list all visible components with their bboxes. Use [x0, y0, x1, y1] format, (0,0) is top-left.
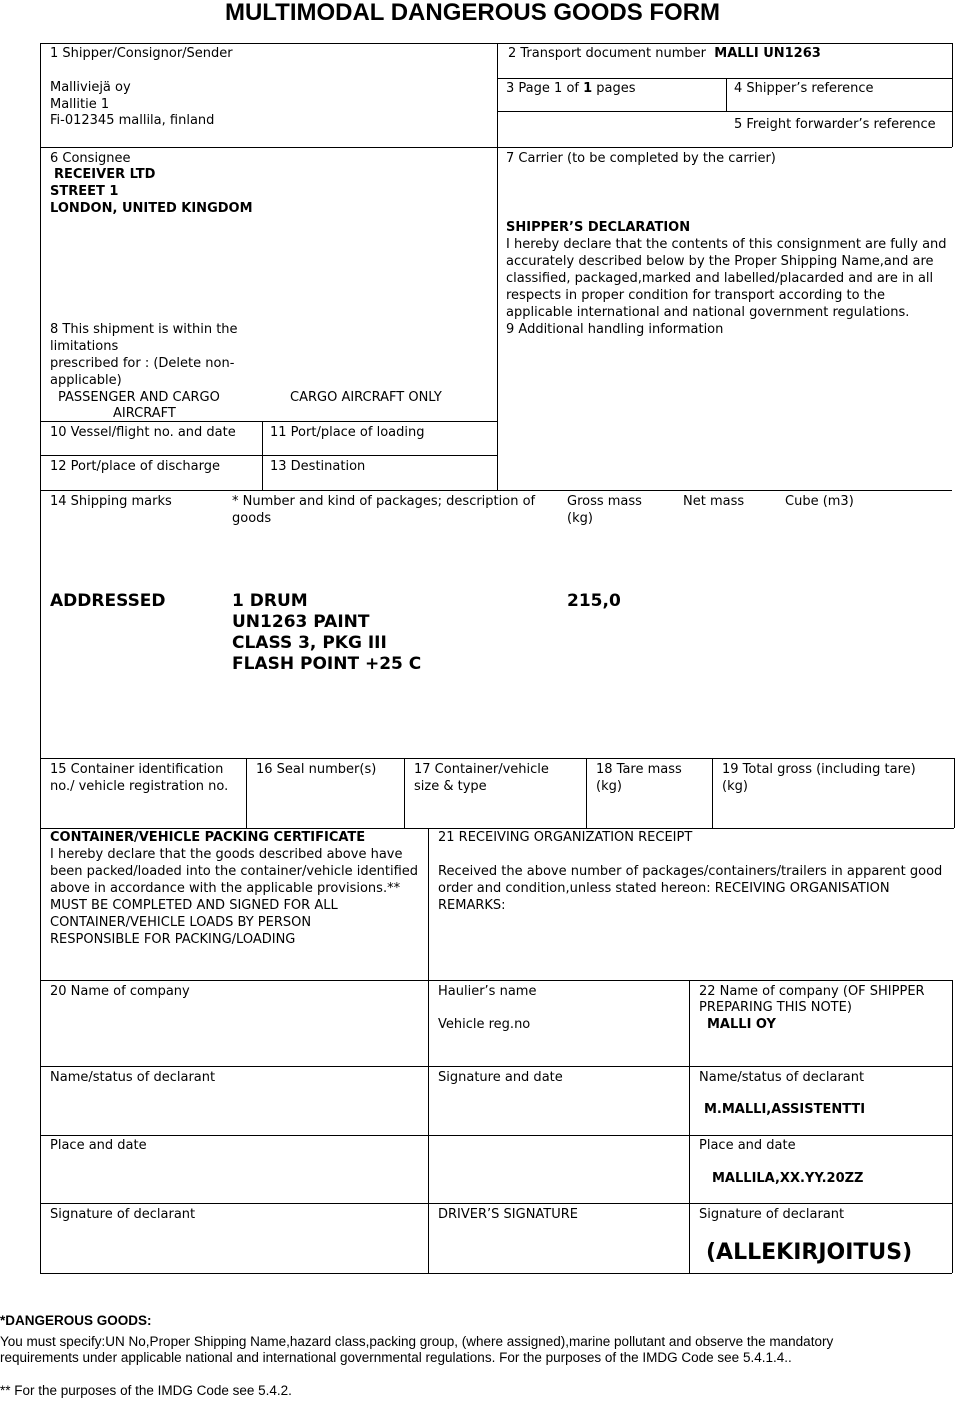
right-signature-label: Signature of declarant [699, 1207, 845, 1222]
shipment-limits-line-2: limitations [50, 339, 119, 354]
haulier-name-label: Haulier’s name [438, 984, 537, 999]
shipper-line-1: Malliviejä oy [50, 80, 131, 95]
declarant-place-date-label: Place and date [50, 1138, 147, 1153]
cargo-aircraft-only-option: CARGO AIRCRAFT ONLY [290, 390, 442, 405]
right-name-status-value: M.MALLI,ASSISTENTTI [704, 1102, 866, 1117]
destination-label: 13 Destination [270, 459, 366, 474]
packing-certificate-line-3: above in accordance with the applicable provisions.** [50, 881, 401, 896]
right-place-date-value: MALLILA,XX.YY.20ZZ [712, 1171, 864, 1186]
passenger-cargo-option-line-2: AIRCRAFT [113, 406, 176, 421]
gross-mass-label-line-2: (kg) [567, 511, 593, 526]
shipper-declaration-line-1: I hereby declare that the contents of this consignment are fully and [506, 237, 947, 252]
vessel-flight-label: 10 Vessel/flight no. and date [50, 425, 236, 440]
passenger-cargo-option-line-1: PASSENGER AND CARGO [58, 390, 220, 405]
container-id-label-line-2: no./ vehicle registration no. [50, 779, 229, 794]
shipper-company-label-line-1: 22 Name of company (OF SHIPPER [699, 984, 925, 999]
shipper-line-2: Mallitie 1 [50, 97, 110, 112]
imdg-footnote: ** For the purposes of the IMDG Code see 5.4.2. [0, 1383, 292, 1398]
page-number: 1 [554, 81, 563, 96]
port-loading-label: 11 Port/place of loading [270, 425, 425, 440]
gross-mass-label-line-1: Gross mass [567, 494, 642, 509]
total-gross-label-line-2: (kg) [722, 779, 748, 794]
page-of: of [566, 81, 579, 96]
page-count-field [506, 80, 636, 97]
tare-mass-label-line-1: 18 Tare mass [596, 762, 682, 777]
right-place-date-label: Place and date [699, 1138, 796, 1153]
container-id-label-line-1: 15 Container identification [50, 762, 224, 777]
shipper-declaration-line-2: accurately described below by the Proper Shipping Name,and are [506, 254, 934, 269]
consignee-line-1: RECEIVER LTD [54, 167, 156, 182]
goods-line-3: CLASS 3, PKG III [232, 633, 387, 653]
signature-date-label: Signature and date [438, 1070, 563, 1085]
carrier-label: 7 Carrier (to be completed by the carrier) [506, 151, 776, 166]
shipment-limits-line-1: 8 This shipment is within the [50, 322, 238, 337]
vehicle-reg-label: Vehicle reg.no [438, 1017, 531, 1032]
shipper-declaration-line-4: respects in proper condition for transport according to the [506, 288, 885, 303]
driver-signature-label: DRIVER’S SIGNATURE [438, 1207, 579, 1222]
packing-certificate-line-2: been packed/loaded into the container/vehicle identified [50, 864, 419, 879]
consignee-line-3: LONDON, UNITED KINGDOM [50, 201, 253, 216]
packing-certificate-line-4: MUST BE COMPLETED AND SIGNED FOR ALL [50, 898, 338, 913]
receipt-heading: 21 RECEIVING ORGANIZATION RECEIPT [438, 830, 693, 845]
receipt-line-3: REMARKS: [438, 898, 506, 913]
shipper-declaration-line-5: applicable international and national government regulations. [506, 305, 910, 320]
right-name-status-label: Name/status of declarant [699, 1070, 865, 1085]
shipper-declaration-line-3: classified, packaged,marked and labelled/placarded and are in all [506, 271, 934, 286]
container-size-label-line-1: 17 Container/vehicle [414, 762, 549, 777]
declarant-signature-label: Signature of declarant [50, 1207, 196, 1222]
total-gross-label-line-1: 19 Total gross (including tare) [722, 762, 916, 777]
receipt-line-2: order and condition,unless stated hereon: RECEIVING ORGANISATION [438, 881, 890, 896]
shipper-label: 1 Shipper/Consignor/Sender [50, 46, 233, 61]
shipper-company-value: MALLI OY [707, 1017, 776, 1032]
dangerous-goods-footnote-line-1: You must specify:UN No,Proper Shipping Name,hazard class,packing group, (where assigned),marine pollutant and observe the mandatory [0, 1334, 834, 1349]
gross-mass-value: 215,0 [567, 591, 621, 611]
page-prefix: 3 Page [506, 81, 550, 96]
cube-label: Cube (m3) [785, 494, 854, 509]
dangerous-goods-footnote-heading: *DANGEROUS GOODS: [0, 1313, 152, 1328]
shipment-limits-line-3: prescribed for : (Delete non- [50, 356, 235, 371]
transport-document-number: MALLI UN1263 [714, 46, 821, 61]
packing-certificate-heading: CONTAINER/VEHICLE PACKING CERTIFICATE [50, 830, 366, 845]
page-suffix: pages [596, 81, 636, 96]
packing-certificate-line-1: I hereby declare that the goods described above have [50, 847, 403, 862]
packages-description-line-2: goods [232, 511, 272, 526]
goods-line-2: UN1263 PAINT [232, 612, 370, 632]
receipt-line-1: Received the above number of packages/containers/trailers in apparent good [438, 864, 943, 879]
declarant-name-status-label: Name/status of declarant [50, 1070, 216, 1085]
page-total: 1 [583, 81, 593, 96]
transport-document-field [508, 45, 821, 62]
company-name-label: 20 Name of company [50, 984, 190, 999]
seal-numbers-label: 16 Seal number(s) [256, 762, 377, 777]
shipper-line-3: Fi-012345 mallila, finland [50, 113, 215, 128]
additional-handling-label: 9 Additional handling information [506, 322, 724, 337]
right-signature-value: (ALLEKIRJOITUS) [706, 1240, 913, 1265]
shipper-company-label-line-2: PREPARING THIS NOTE) [699, 1000, 852, 1015]
packages-description-line-1: * Number and kind of packages; description of [232, 494, 536, 509]
goods-line-1: 1 DRUM [232, 591, 308, 611]
dangerous-goods-footnote-line-2: requirements under applicable national and international governmental regulations. For the purposes of the IMDG Code see 5.4.1.4.. [0, 1350, 792, 1365]
shipping-marks-label: 14 Shipping marks [50, 494, 172, 509]
consignee-line-2: STREET 1 [50, 184, 119, 199]
shipper-declaration-heading: SHIPPER’S DECLARATION [506, 220, 691, 235]
shipping-marks-value: ADDRESSED [50, 591, 166, 611]
shipper-reference-label: 4 Shipper’s reference [734, 81, 874, 96]
packing-certificate-line-5: CONTAINER/VEHICLE LOADS BY PERSON [50, 915, 312, 930]
port-discharge-label: 12 Port/place of discharge [50, 459, 220, 474]
goods-line-4: FLASH POINT +25 C [232, 654, 422, 674]
form-title: MULTIMODAL DANGEROUS GOODS FORM [224, 0, 721, 26]
net-mass-label: Net mass [683, 494, 745, 509]
packing-certificate-line-6: RESPONSIBLE FOR PACKING/LOADING [50, 932, 296, 947]
shipment-limits-line-4: applicable) [50, 373, 122, 388]
tare-mass-label-line-2: (kg) [596, 779, 622, 794]
consignee-label: 6 Consignee [50, 151, 131, 166]
transport-document-label: 2 Transport document number [508, 46, 706, 61]
freight-forwarder-reference-label: 5 Freight forwarder’s reference [734, 117, 936, 132]
container-size-label-line-2: size & type [414, 779, 487, 794]
